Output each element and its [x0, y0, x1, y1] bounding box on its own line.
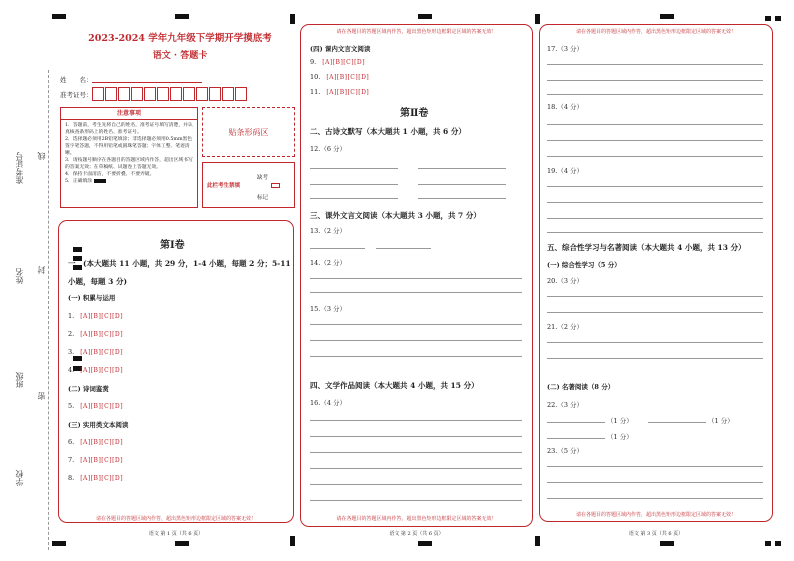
question-label: 13.（2 分）: [310, 227, 347, 235]
absence-checkbox[interactable]: [271, 183, 280, 188]
question-label: 17.（3 分）: [547, 45, 584, 53]
page-footer: 语文 第 1 页（共 6 页）: [148, 531, 204, 537]
warning-text: 请在各题目的答题区域内作答，超出黑色矩形边框限定区域的答案无效！: [575, 29, 736, 35]
part-1-title: 第Ⅰ卷: [160, 240, 185, 251]
side-label-id: 准考证号: [15, 152, 24, 184]
name-field-line[interactable]: [92, 82, 202, 83]
registration-mark: [175, 541, 189, 546]
answer-line[interactable]: [310, 278, 522, 279]
option-bubbles[interactable]: [A][B][C][D]: [80, 439, 124, 446]
absence-missing: 缺考: [257, 175, 269, 181]
notice-item: 2．选择题必须用2B铅笔填涂；非选择题必须用0.5mm黑色签字笔答题，不得用铅笔或圆珠笔答题；字体工整、笔迹清晰。: [65, 137, 193, 156]
option-bubbles[interactable]: [A][B][C][D]: [80, 403, 124, 410]
question-label: 19.（4 分）: [547, 167, 584, 175]
option-bubbles[interactable]: [A][B][C][D]: [80, 349, 124, 356]
question-label: 18.（4 分）: [547, 103, 584, 111]
answer-line[interactable]: [547, 498, 763, 499]
registration-mark: [535, 536, 540, 546]
warning-text: 请在各题目的答题区域内作答，超出黑色矩形边框限定区域的答案无效！: [336, 29, 497, 35]
id-field-label: 准考证号：: [60, 91, 93, 99]
answer-line[interactable]: [547, 156, 763, 157]
option-bubbles[interactable]: [A][B][C][D]: [80, 367, 124, 374]
subsection-5: (一) 综合性学习（5 分）: [547, 261, 621, 269]
answer-line[interactable]: [547, 124, 763, 125]
answer-line[interactable]: [376, 248, 431, 249]
notice-item: 1．答题前，考生先将自己的姓名，准考证号填写清楚，并认真核查条形码上的姓名、准考证号。: [65, 123, 193, 135]
side-label-school: 学校: [15, 470, 24, 486]
answer-line[interactable]: [547, 94, 763, 95]
answer-line[interactable]: [310, 420, 522, 421]
answer-line[interactable]: [547, 140, 763, 141]
answer-line[interactable]: [418, 184, 506, 185]
question-label: 20.（3 分）: [547, 277, 584, 285]
warning-text: 请在各题目的答题区域内作答，超出黑色矩形边框限定区域的答案无效！: [95, 516, 256, 522]
question-row: 3. [A][B][C][D]: [68, 348, 124, 356]
answer-line[interactable]: [547, 438, 605, 439]
answer-line[interactable]: [547, 342, 763, 343]
question-row: 9. [A][B][C][D]: [310, 58, 366, 66]
registration-mark: [290, 14, 295, 24]
section-1-heading: 一、(本大题共 11 小题，共 29 分，1-4 小题，每题 2 分；5-11: [68, 259, 291, 268]
sheet-title: 2023-2024 学年九年级下学期开学摸底考: [88, 33, 272, 44]
answer-line[interactable]: [547, 312, 763, 313]
point-value: （1 分）: [607, 417, 633, 425]
registration-mark: [175, 14, 189, 19]
registration-mark: [765, 16, 771, 21]
registration-mark: [418, 541, 432, 546]
question-label: 21.（2 分）: [547, 323, 584, 331]
registration-mark: [660, 14, 674, 19]
registration-mark: [535, 14, 540, 24]
question-row: 4. [A][B][C][D]: [68, 366, 124, 374]
option-bubbles[interactable]: [A][B][C][D]: [80, 475, 124, 482]
absence-box: [202, 162, 295, 208]
question-label: 22.（3 分）: [547, 401, 584, 409]
section-4-heading: 四、文学作品阅读（本大题共 4 小题，共 15 分）: [310, 381, 479, 390]
question-row: 11. [A][B][C][D]: [310, 88, 370, 96]
subsection-1: (一) 积累与运用: [68, 294, 116, 302]
notice-title: 注意事项: [61, 108, 197, 120]
question-label: 12.（6 分）: [310, 145, 347, 153]
question-label: 16.（4 分）: [310, 399, 347, 407]
answer-line[interactable]: [310, 340, 522, 341]
answer-line[interactable]: [648, 422, 706, 423]
point-value: （1 分）: [607, 433, 633, 441]
answer-line[interactable]: [310, 292, 522, 293]
sheet-subtitle: 语文 · 答题卡: [152, 51, 208, 61]
registration-mark: [290, 536, 295, 546]
question-row: 1. [A][B][C][D]: [68, 312, 124, 320]
answer-line[interactable]: [547, 218, 763, 219]
registration-mark: [52, 14, 66, 19]
seal-line: [48, 70, 49, 550]
question-row: 5. [A][B][C][D]: [68, 402, 124, 410]
answer-line[interactable]: [547, 186, 763, 187]
answer-line[interactable]: [310, 452, 522, 453]
notice-item: 4．保持卡面清洁，不要折叠、不要弄破。: [65, 172, 155, 177]
section-1-heading-cont: 小题，每题 3 分): [68, 277, 127, 286]
binding-strip: [8, 40, 52, 510]
question-label: 15.（3 分）: [310, 305, 347, 313]
answer-line[interactable]: [418, 198, 506, 199]
barcode-area: 贴条形码区: [202, 107, 295, 157]
sheet-header: [60, 30, 300, 61]
seal-text: 封: [37, 266, 46, 274]
absence-mark: 标记: [257, 195, 269, 201]
question-row: 8. [A][B][C][D]: [68, 474, 124, 482]
answer-line[interactable]: [547, 296, 763, 297]
answer-line[interactable]: [310, 484, 522, 485]
section-5-heading: 五、综合性学习与名著阅读（本大题共 4 小题，共 13 分）: [547, 243, 746, 252]
answer-line[interactable]: [418, 168, 506, 169]
answer-line[interactable]: [547, 80, 763, 81]
answer-line[interactable]: [310, 356, 522, 357]
answer-line[interactable]: [547, 466, 763, 467]
question-row: 10. [A][B][C][D]: [310, 73, 370, 81]
answer-line[interactable]: [547, 232, 763, 233]
question-row: 2. [A][B][C][D]: [68, 330, 124, 338]
page-footer: 语文 第 2 页（共 6 页）: [389, 531, 444, 537]
option-bubbles[interactable]: [A][B][C][D]: [80, 331, 124, 338]
seal-text: 密: [37, 392, 46, 400]
subsection-4: (四) 课内文言文阅读: [310, 45, 371, 53]
answer-line[interactable]: [547, 358, 763, 359]
option-bubbles[interactable]: [A][B][C][D]: [80, 457, 124, 464]
question-row: 7. [A][B][C][D]: [68, 456, 124, 464]
answer-line[interactable]: [310, 168, 398, 169]
subsection-3: (三) 实用类文本阅读: [68, 421, 129, 429]
subsection-6: (二) 名著阅读（8 分）: [547, 383, 615, 391]
name-field-label: 姓 名：: [60, 76, 93, 84]
option-bubbles[interactable]: [A][B][C][D]: [322, 59, 366, 66]
registration-mark: [52, 541, 66, 546]
question-label: 23.（5 分）: [547, 447, 584, 455]
warning-text: 请在各题目的答题区域内作答，超出黑色矩形边框限定区域的答案无效！: [575, 512, 736, 518]
point-value: （1 分）: [708, 417, 734, 425]
registration-mark: [418, 14, 432, 19]
subsection-2: (二) 诗词鉴赏: [68, 385, 109, 393]
answer-line[interactable]: [547, 202, 763, 203]
question-row: 6. [A][B][C][D]: [68, 438, 124, 446]
side-label-name: 姓名: [15, 268, 24, 284]
part-2-title: 第Ⅱ卷: [400, 108, 429, 119]
page-footer: 语文 第 3 页（共 6 页）: [628, 531, 684, 537]
side-label-class: 班级: [15, 372, 24, 388]
registration-mark: [765, 541, 771, 546]
seal-line-text: 线: [37, 152, 46, 160]
answer-line[interactable]: [547, 422, 605, 423]
notice-item: 5．正确填涂: [65, 178, 193, 185]
notice-box: [60, 107, 198, 208]
id-number-boxes[interactable]: [92, 87, 248, 101]
section-2-heading: 二、古诗文默写（本大题共 1 小题，共 6 分）: [310, 127, 466, 136]
answer-line[interactable]: [310, 198, 398, 199]
section-3-heading: 三、课外文言文阅读（本大题共 3 小题，共 7 分）: [310, 211, 481, 220]
warning-text: 请在各题目的答题区域内作答，超出黑色矩形边框限定区域的答案无效！: [336, 516, 497, 522]
answer-line[interactable]: [310, 248, 365, 249]
answer-line[interactable]: [310, 468, 522, 469]
notice-item: 3．请按题号顺序在各题目的答题区域内作答，超出区域书写的答案无效；在草稿纸、试题卷上答题无效。: [65, 158, 193, 170]
answer-line[interactable]: [547, 64, 763, 65]
registration-mark: [775, 16, 781, 21]
option-bubbles[interactable]: [A][B][C][D]: [326, 89, 370, 96]
option-bubbles[interactable]: [A][B][C][D]: [80, 313, 124, 320]
answer-line[interactable]: [310, 184, 398, 185]
answer-line[interactable]: [547, 482, 763, 483]
fill-sample-icon: [94, 179, 106, 183]
answer-line[interactable]: [310, 436, 522, 437]
registration-mark: [660, 541, 674, 546]
question-label: 14.（2 分）: [310, 259, 347, 267]
option-bubbles[interactable]: [A][B][C][D]: [326, 74, 370, 81]
registration-mark: [775, 541, 781, 546]
answer-line[interactable]: [310, 500, 522, 501]
answer-line[interactable]: [310, 324, 522, 325]
absence-label: 此栏考生禁填: [207, 183, 241, 189]
